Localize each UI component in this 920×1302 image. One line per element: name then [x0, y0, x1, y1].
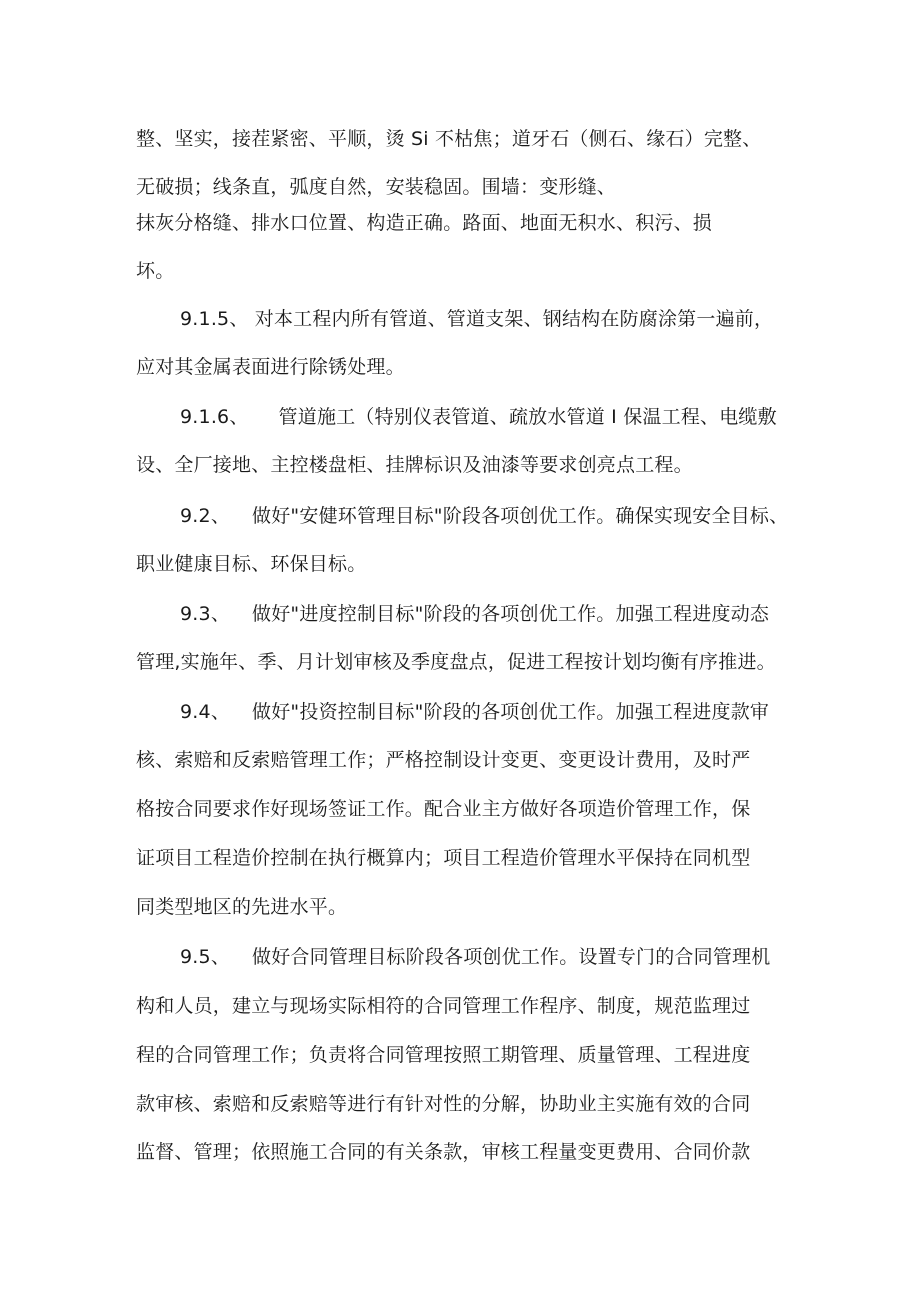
text-line: 应对其金属表面进行除锈处理。	[136, 356, 405, 378]
text-line: 核、索赔和反索赔管理工作；严格控制设计变更、变更设计费用，及时严	[136, 749, 751, 771]
text-line: 设、全厂接地、主控楼盘柜、挂牌标识及油漆等要求创亮点工程。	[136, 454, 693, 476]
text-line: 程的合同管理工作；负责将合同管理按照工期管理、质量管理、工程进度	[136, 1044, 751, 1066]
text-line	[180, 699, 769, 725]
text-line: 职业健康目标、环保目标。	[136, 553, 367, 575]
section-text: 做好"进度控制目标"阶段的各项创优工作。加强工程进度动态	[252, 603, 770, 625]
text-line	[180, 404, 777, 430]
text-line: 整、坚实，接茬紧密、平顺，烫 Si 不枯焦；道牙石（侧石、缘石）完整、	[136, 128, 762, 150]
text-line: 抹灰分格缝、排水口位置、构造正确。路面、地面无积水、积污、损	[136, 212, 713, 234]
section-text: 做好"投资控制目标"阶段的各项创优工作。加强工程进度款审	[252, 701, 770, 723]
section-text: 做好合同管理目标阶段各项创优工作。设置专门的合同管理机	[252, 946, 771, 968]
text-line: 格按合同要求作好现场签证工作。配合业主方做好各项造价管理工作，保	[136, 798, 751, 820]
text-line	[180, 601, 769, 627]
text-line	[180, 944, 770, 970]
text-line	[180, 503, 788, 529]
text-line: 构和人员，建立与现场实际相符的合同管理工作程序、制度，规范监理过	[136, 995, 751, 1017]
section-number: 9.3、	[180, 603, 231, 625]
text-line: 9.1.5、 对本工程内所有管道、管道支架、钢结构在防腐涂第一遍前，	[180, 308, 774, 330]
text-line: 证项目工程造价控制在执行概算内；项目工程造价管理水平保持在同机型	[136, 847, 751, 869]
text-line: 无破损；线条直，弧度自然，安装稳固。围墙：变形缝、	[136, 176, 617, 198]
section-number: 9.1.6、	[180, 406, 249, 428]
text-line: 监督、管理；依照施工合同的有关条款，审核工程量变更费用、合同价款	[136, 1141, 751, 1163]
text-line: 坏。	[136, 260, 175, 282]
section-number: 9.5、	[180, 946, 231, 968]
text-line: 同类型地区的先进水平。	[136, 896, 348, 918]
section-text: 管道施工（特别仪表管道、疏放水管道 I 保温工程、电缆敷	[278, 406, 777, 428]
section-text: 做好"安健环管理目标"阶段各项创优工作。确保实现安全目标、	[252, 505, 789, 527]
section-number: 9.4、	[180, 701, 231, 723]
text-line: 款审核、索赔和反索赔等进行有针对性的分解，协助业主实施有效的合同	[136, 1093, 751, 1115]
text-line: 管理,实施年、季、月计划审核及季度盘点，促进工程按计划均衡有序推进。	[136, 651, 776, 673]
section-number: 9.2、	[180, 505, 231, 527]
